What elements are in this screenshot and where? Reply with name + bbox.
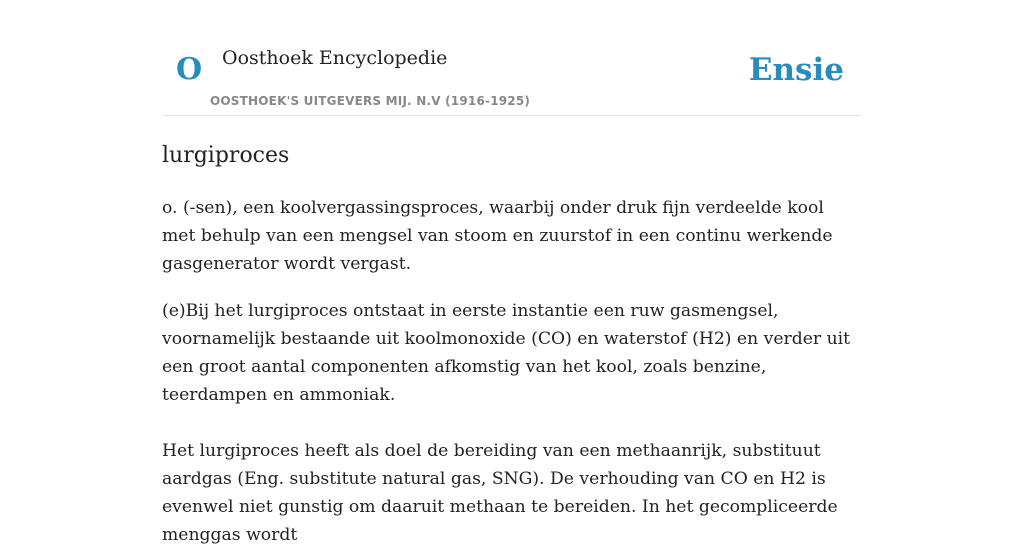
ensie-brand-link[interactable]: Ensie [748,52,844,88]
article-headword: lurgiproces [162,143,290,168]
article-paragraph: o. (-sen), een koolvergassingsproces, waarbij onder druk fijn verdeelde kool met behulp van een mengsel van stoom en zuurstof in een continu werkende gasgenerator wordt vergast. [162,198,833,274]
logo-icon[interactable]: O [176,52,203,87]
publisher-label: OOSTHOEK'S UITGEVERS MIJ. N.V (1916-1925) [210,94,531,108]
content-container [162,0,862,549]
site-header [162,0,862,116]
site-title-link[interactable]: Oosthoek Encyclopedie [222,47,448,69]
article [162,142,862,549]
article-paragraph: (e)Bij het lurgiproces ontstaat in eerste instantie een ruw gasmengsel, voornamelijk bestaande uit koolmonoxide (CO) en waterstof (H2) en verder uit een groot aantal componenten afkomstig van het kool, zoals benzine, teerdampen en ammoniak. [162,301,851,405]
article-paragraph: Het lurgiproces heeft als doel de bereiding van een methaanrijk, substituut aardgas (Eng. substitute natural gas, SNG). De verhouding van CO en H2 is evenwel niet gunstig om daaruit methaan te bereiden. In het gecompliceerde menggas wordt [162,441,838,545]
